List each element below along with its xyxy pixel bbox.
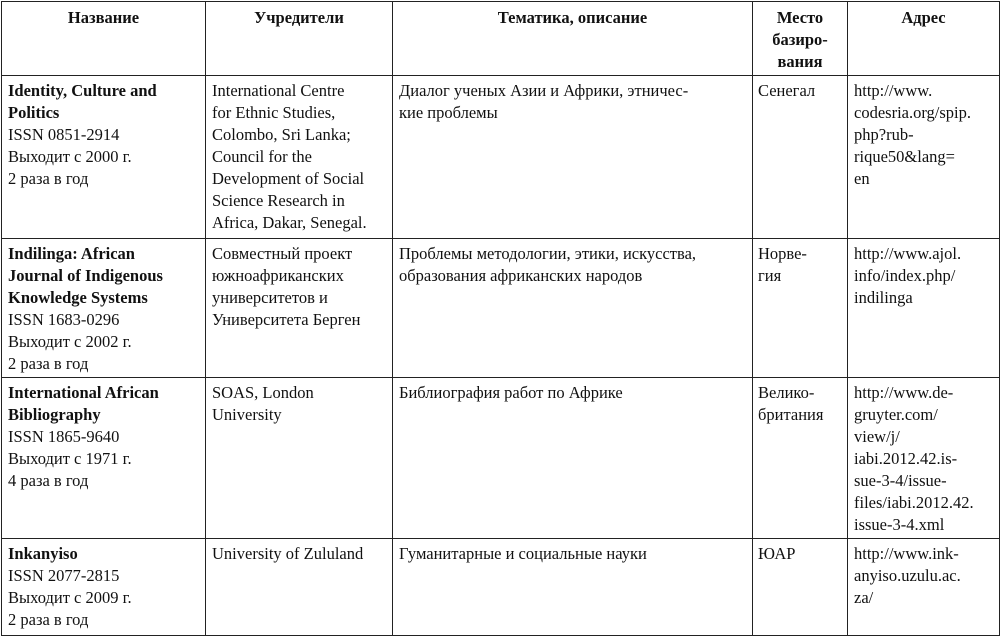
journal-frequency: 2 раза в год — [8, 354, 89, 373]
founders-line: южноафриканских — [212, 266, 344, 285]
cell-founders — [206, 539, 393, 636]
address-line: info/index.php/ — [854, 266, 956, 285]
cell-place — [753, 378, 848, 539]
cell-topic — [393, 539, 753, 636]
journal-title-line: Indilinga: African — [8, 244, 135, 263]
address-line: http://www. — [854, 81, 933, 100]
header-place-line: вания — [777, 52, 823, 71]
founders-line: SOAS, London — [212, 383, 314, 402]
place-line: Велико- — [758, 383, 815, 402]
journal-title — [8, 80, 199, 124]
topic-line: образования африканских народов — [399, 266, 643, 285]
founders-line: International Centre — [212, 81, 345, 100]
address-line: gruyter.com/ — [854, 405, 938, 424]
journal-issn: ISSN 1865-9640 — [8, 427, 120, 446]
address-line: codesria.org/spip. — [854, 103, 972, 122]
journal-issn: ISSN 1683-0296 — [8, 310, 120, 329]
table-row — [2, 76, 1000, 239]
founders-line: University of Zululand — [212, 544, 364, 563]
header-place-line: Место — [776, 8, 824, 27]
header-founders: Учредители — [206, 2, 393, 76]
journal-since: Выходит с 2000 г. — [8, 147, 132, 166]
founders-line: Colombo, Sri Lanka; — [212, 125, 351, 144]
journal-issn: ISSN 2077-2815 — [8, 566, 120, 585]
cell-address — [848, 239, 1000, 378]
founders-line: Science Research in — [212, 191, 345, 210]
address-line: en — [854, 169, 870, 188]
cell-place — [753, 539, 848, 636]
cell-topic — [393, 378, 753, 539]
journal-title-line: Bibliography — [8, 405, 101, 424]
founders-line: for Ethnic Studies, — [212, 103, 336, 122]
cell-name — [2, 239, 206, 378]
cell-address — [848, 76, 1000, 239]
founders-line: University — [212, 405, 282, 424]
address-line: http://www.de- — [854, 383, 954, 402]
cell-name — [2, 539, 206, 636]
address-line: iabi.2012.42.is- — [854, 449, 958, 468]
founders-line: Council for the — [212, 147, 312, 166]
place-line: гия — [758, 266, 782, 285]
cell-address — [848, 539, 1000, 636]
address-line: rique50&lang= — [854, 147, 955, 166]
cell-topic — [393, 239, 753, 378]
header-place — [753, 2, 848, 76]
founders-line: Совместный проект — [212, 244, 353, 263]
journal-frequency: 2 раза в год — [8, 169, 89, 188]
header-topic: Тематика, описание — [393, 2, 753, 76]
table-row — [2, 378, 1000, 539]
journal-issn: ISSN 0851-2914 — [8, 125, 120, 144]
cell-founders — [206, 239, 393, 378]
journal-since: Выходит с 2009 г. — [8, 588, 132, 607]
topic-line: Гуманитарные и социальные науки — [399, 544, 647, 563]
header-name: Название — [2, 2, 206, 76]
header-row — [2, 2, 1000, 76]
cell-topic — [393, 76, 753, 239]
place-line: британия — [758, 405, 824, 424]
topic-line: Библиография работ по Африке — [399, 383, 623, 402]
journal-title — [8, 243, 199, 309]
address-line: http://www.ajol. — [854, 244, 962, 263]
address-line: http://www.ink- — [854, 544, 959, 563]
journal-since: Выходит с 2002 г. — [8, 332, 132, 351]
journal-frequency: 2 раза в год — [8, 610, 89, 629]
journal-frequency: 4 раза в год — [8, 471, 89, 490]
cell-founders — [206, 378, 393, 539]
journals-table — [1, 1, 1000, 636]
topic-line: Проблемы методологии, этики, искусства, — [399, 244, 697, 263]
address-line: php?rub- — [854, 125, 914, 144]
topic-line: Диалог ученых Азии и Африки, этничес- — [399, 81, 689, 100]
table-row — [2, 239, 1000, 378]
address-line: view/j/ — [854, 427, 900, 446]
header-address: Адрес — [848, 2, 1000, 76]
journal-title-line: Politics — [8, 103, 60, 122]
cell-address — [848, 378, 1000, 539]
table-row — [2, 539, 1000, 636]
journal-title-line: Journal of Indigenous — [8, 266, 163, 285]
address-line: sue-3-4/issue- — [854, 471, 947, 490]
header-place-line: базиро- — [772, 30, 828, 49]
journal-since: Выходит с 1971 г. — [8, 449, 132, 468]
founders-line: Africa, Dakar, Senegal. — [212, 213, 367, 232]
journal-title-line: International African — [8, 383, 159, 402]
place-line: Норве- — [758, 244, 807, 263]
journal-title-line: Knowledge Systems — [8, 288, 148, 307]
journal-title-line: Identity, Culture and — [8, 81, 157, 100]
address-line: anyiso.uzulu.ac. — [854, 566, 961, 585]
address-line: indilinga — [854, 288, 913, 307]
founders-line: Университета Берген — [212, 310, 361, 329]
journal-title — [8, 543, 199, 565]
address-line: issue-3-4.xml — [854, 515, 945, 534]
cell-name — [2, 378, 206, 539]
cell-place — [753, 76, 848, 239]
journal-title — [8, 382, 199, 426]
place-line: ЮАР — [758, 544, 796, 563]
cell-founders — [206, 76, 393, 239]
founders-line: Development of Social — [212, 169, 365, 188]
place-line: Сенегал — [758, 81, 816, 100]
cell-place — [753, 239, 848, 378]
topic-line: кие проблемы — [399, 103, 498, 122]
cell-name — [2, 76, 206, 239]
founders-line: университетов и — [212, 288, 328, 307]
journal-title-line: Inkanyiso — [8, 544, 78, 563]
address-line: files/iabi.2012.42. — [854, 493, 974, 512]
address-line: za/ — [854, 588, 874, 607]
